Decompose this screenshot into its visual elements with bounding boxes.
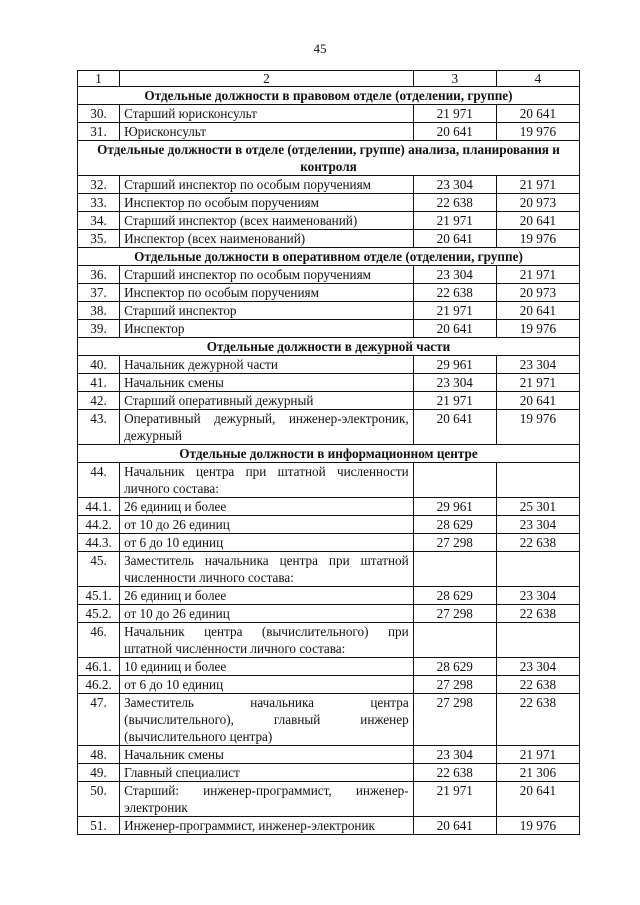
position-name: 26 единиц и более (120, 587, 414, 605)
salary-value-col4: 23 304 (496, 356, 579, 374)
salary-value-col4: 19 976 (496, 123, 579, 141)
page-number: 45 (313, 41, 327, 56)
section-heading-row (78, 445, 580, 463)
row-number: 50. (78, 782, 120, 817)
salary-value-col3 (413, 623, 496, 658)
position-name: Старший инспектор по особым поручениям (120, 266, 414, 284)
table-row (78, 516, 580, 534)
salary-value-col4 (496, 623, 579, 658)
row-number: 32. (78, 176, 120, 194)
row-number: 44.1. (78, 498, 120, 516)
salary-value-col4: 20 641 (496, 212, 579, 230)
position-name: Начальник центра (вычислительного) при штатной численности личного состава: (120, 623, 414, 658)
section-heading-row (78, 248, 580, 266)
row-number: 37. (78, 284, 120, 302)
salary-value-col3 (413, 463, 496, 498)
table-row (78, 764, 580, 782)
salary-value-col3: 20 641 (413, 410, 496, 445)
section-title: Отдельные должности в отделе (отделении, группе) анализа, планирования и контроля (78, 141, 580, 176)
table-row (78, 605, 580, 623)
header-col-2: 2 (120, 71, 414, 87)
row-number: 51. (78, 817, 120, 835)
table-row (78, 587, 580, 605)
salary-value-col3: 22 638 (413, 764, 496, 782)
salary-value-col4: 23 304 (496, 658, 579, 676)
salary-value-col3: 23 304 (413, 176, 496, 194)
position-name: Старший юрисконсульт (120, 105, 414, 123)
position-name: Инспектор (всех наименований) (120, 230, 414, 248)
salary-value-col4: 19 976 (496, 817, 579, 835)
salary-value-col3: 28 629 (413, 658, 496, 676)
salary-value-col4: 22 638 (496, 605, 579, 623)
row-number: 48. (78, 746, 120, 764)
salary-value-col3: 20 641 (413, 230, 496, 248)
table-row (78, 534, 580, 552)
header-col-1: 1 (78, 71, 120, 87)
table-row (78, 230, 580, 248)
section-title: Отдельные должности в дежурной части (78, 338, 580, 356)
position-name: Заместитель начальника центра при штатной численности личного состава: (120, 552, 414, 587)
position-name: Старший инспектор по особым поручениям (120, 176, 414, 194)
salary-value-col3: 29 961 (413, 356, 496, 374)
salary-value-col4: 19 976 (496, 320, 579, 338)
salary-value-col3 (413, 552, 496, 587)
row-number: 30. (78, 105, 120, 123)
position-name: от 6 до 10 единиц (120, 534, 414, 552)
salary-value-col4: 19 976 (496, 230, 579, 248)
position-name: Юрисконсульт (120, 123, 414, 141)
salary-value-col3: 27 298 (413, 534, 496, 552)
salary-value-col4: 21 306 (496, 764, 579, 782)
salary-value-col3: 23 304 (413, 374, 496, 392)
table-row (78, 817, 580, 835)
salary-value-col3: 28 629 (413, 587, 496, 605)
position-name: Начальник смены (120, 374, 414, 392)
table-row (78, 284, 580, 302)
table-row (78, 658, 580, 676)
salary-value-col3: 21 971 (413, 392, 496, 410)
salary-value-col4: 20 641 (496, 782, 579, 817)
position-name: Старший инспектор (всех наименований) (120, 212, 414, 230)
header-col-4: 4 (496, 71, 579, 87)
row-number: 40. (78, 356, 120, 374)
position-name: Старший: инженер-программист, инженер-электроник (120, 782, 414, 817)
table-row (78, 212, 580, 230)
row-number: 49. (78, 764, 120, 782)
salary-value-col4: 21 971 (496, 746, 579, 764)
row-number: 38. (78, 302, 120, 320)
table-row (78, 694, 580, 746)
salary-value-col3: 21 971 (413, 105, 496, 123)
salary-table (77, 70, 580, 835)
position-name: Инженер-программист, инженер-электроник (120, 817, 414, 835)
position-name: 10 единиц и более (120, 658, 414, 676)
position-name: 26 единиц и более (120, 498, 414, 516)
salary-value-col4: 19 976 (496, 410, 579, 445)
table-row (78, 463, 580, 498)
table-row (78, 392, 580, 410)
salary-value-col4: 20 641 (496, 105, 579, 123)
table-row (78, 194, 580, 212)
table-row (78, 410, 580, 445)
table-row (78, 676, 580, 694)
salary-value-col3: 20 641 (413, 817, 496, 835)
row-number: 44.3. (78, 534, 120, 552)
position-name: Старший оперативный дежурный (120, 392, 414, 410)
position-name: Главный специалист (120, 764, 414, 782)
salary-value-col3: 22 638 (413, 194, 496, 212)
salary-value-col3: 27 298 (413, 676, 496, 694)
table-row (78, 302, 580, 320)
row-number: 46.1. (78, 658, 120, 676)
table-row (78, 746, 580, 764)
salary-value-col3: 20 641 (413, 123, 496, 141)
salary-value-col4: 21 971 (496, 176, 579, 194)
salary-value-col4: 20 641 (496, 302, 579, 320)
section-heading-row (78, 87, 580, 105)
row-number: 45.2. (78, 605, 120, 623)
row-number: 41. (78, 374, 120, 392)
row-number: 35. (78, 230, 120, 248)
row-number: 45. (78, 552, 120, 587)
row-number: 33. (78, 194, 120, 212)
salary-value-col3: 22 638 (413, 284, 496, 302)
salary-value-col3: 27 298 (413, 605, 496, 623)
table-row (78, 356, 580, 374)
salary-value-col4 (496, 552, 579, 587)
section-title: Отдельные должности в оперативном отделе (отделении, группе) (78, 248, 580, 266)
table-row (78, 552, 580, 587)
salary-value-col3: 21 971 (413, 782, 496, 817)
section-title: Отдельные должности в информационном центре (78, 445, 580, 463)
salary-value-col3: 21 971 (413, 212, 496, 230)
position-name: Старший инспектор (120, 302, 414, 320)
row-number: 43. (78, 410, 120, 445)
row-number: 45.1. (78, 587, 120, 605)
section-heading-row (78, 338, 580, 356)
salary-value-col3: 27 298 (413, 694, 496, 746)
salary-value-col3: 20 641 (413, 320, 496, 338)
row-number: 44. (78, 463, 120, 498)
salary-value-col4: 21 971 (496, 374, 579, 392)
salary-value-col3: 21 971 (413, 302, 496, 320)
row-number: 44.2. (78, 516, 120, 534)
section-heading-row (78, 141, 580, 176)
table-row (78, 782, 580, 817)
table-row (78, 320, 580, 338)
salary-value-col4: 20 973 (496, 194, 579, 212)
row-number: 46. (78, 623, 120, 658)
position-name: от 6 до 10 единиц (120, 676, 414, 694)
table-header-row (78, 71, 580, 87)
row-number: 46.2. (78, 676, 120, 694)
header-col-3: 3 (413, 71, 496, 87)
position-name: Начальник центра при штатной численности личного состава: (120, 463, 414, 498)
section-title: Отдельные должности в правовом отделе (отделении, группе) (78, 87, 580, 105)
table-row (78, 498, 580, 516)
row-number: 31. (78, 123, 120, 141)
table-row (78, 374, 580, 392)
salary-value-col4: 22 638 (496, 694, 579, 746)
salary-table-body (78, 71, 580, 835)
position-name: Оперативный дежурный, инженер-электроник, дежурный (120, 410, 414, 445)
table-row (78, 176, 580, 194)
position-name: от 10 до 26 единиц (120, 516, 414, 534)
salary-value-col4: 22 638 (496, 676, 579, 694)
table-row (78, 123, 580, 141)
row-number: 39. (78, 320, 120, 338)
salary-value-col4: 22 638 (496, 534, 579, 552)
row-number: 47. (78, 694, 120, 746)
salary-value-col4: 21 971 (496, 266, 579, 284)
salary-value-col4 (496, 463, 579, 498)
row-number: 42. (78, 392, 120, 410)
salary-value-col4: 20 973 (496, 284, 579, 302)
position-name: от 10 до 26 единиц (120, 605, 414, 623)
salary-value-col3: 23 304 (413, 266, 496, 284)
salary-value-col3: 28 629 (413, 516, 496, 534)
table-row (78, 623, 580, 658)
table-row (78, 266, 580, 284)
position-name: Начальник смены (120, 746, 414, 764)
row-number: 34. (78, 212, 120, 230)
position-name: Начальник дежурной части (120, 356, 414, 374)
position-name: Инспектор по особым поручениям (120, 284, 414, 302)
row-number: 36. (78, 266, 120, 284)
salary-value-col4: 23 304 (496, 587, 579, 605)
table-row (78, 105, 580, 123)
salary-value-col4: 20 641 (496, 392, 579, 410)
salary-value-col3: 23 304 (413, 746, 496, 764)
salary-value-col4: 23 304 (496, 516, 579, 534)
salary-value-col3: 29 961 (413, 498, 496, 516)
position-name: Заместитель начальника центра (вычислительного), главный инженер (вычислительного центра) (120, 694, 414, 746)
position-name: Инспектор по особым поручениям (120, 194, 414, 212)
position-name: Инспектор (120, 320, 414, 338)
salary-value-col4: 25 301 (496, 498, 579, 516)
